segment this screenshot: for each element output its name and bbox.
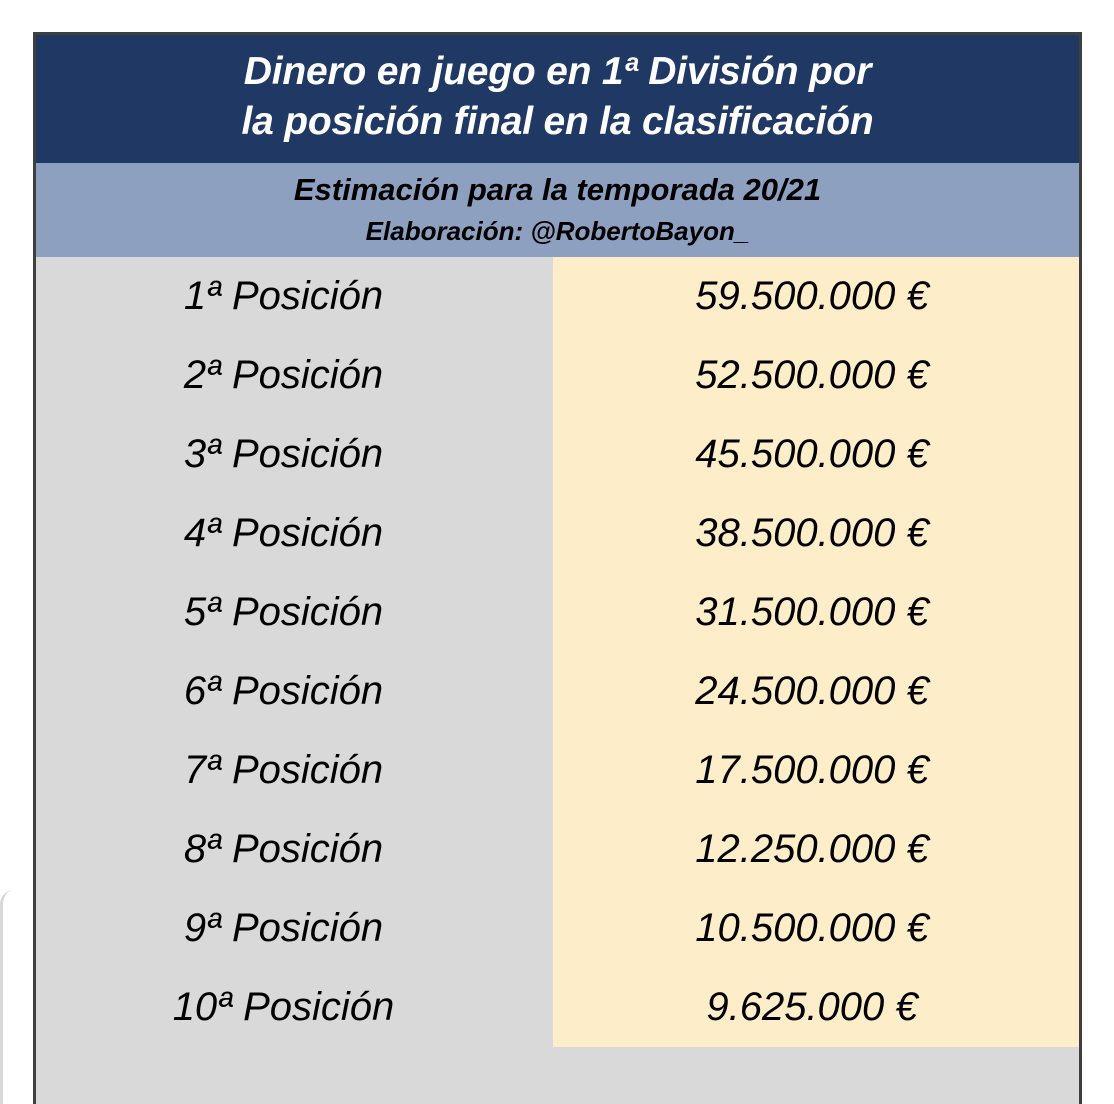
table-credit-block	[36, 216, 1079, 257]
page-edge-artifact	[0, 890, 14, 1104]
table-subtitle-block	[36, 163, 1079, 216]
table-row	[36, 889, 1079, 968]
amount-cell: 59.500.000 €	[553, 257, 1079, 336]
position-cell: 3ª Posición	[36, 415, 553, 494]
table-row	[36, 257, 1079, 336]
amount-cell: 9.625.000 €	[553, 968, 1079, 1047]
position-cell: 2ª Posición	[36, 336, 553, 415]
amount-cell: 45.500.000 €	[553, 415, 1079, 494]
title-line-1: Dinero en juego en 1ª División por	[243, 50, 872, 93]
amount-cell: 52.500.000 €	[553, 336, 1079, 415]
amount-cell: 31.500.000 €	[553, 573, 1079, 652]
table-row	[36, 652, 1079, 731]
position-cell: 9ª Posición	[36, 889, 553, 968]
credit-text: Elaboración: @RobertoBayon_	[365, 215, 750, 246]
prize-money-table	[33, 32, 1082, 1104]
table-row	[36, 731, 1079, 810]
subtitle-text: Estimación para la temporada 20/21	[293, 171, 822, 207]
position-cell: 6ª Posición	[36, 652, 553, 731]
table-row	[36, 810, 1079, 889]
table-row	[36, 415, 1079, 494]
amount-cell: 17.500.000 €	[553, 731, 1079, 810]
table-row	[36, 336, 1079, 415]
title-line-2: la posición final en la clasificación	[241, 99, 874, 143]
position-cell: 8ª Posición	[36, 810, 553, 889]
table-title-block	[36, 35, 1079, 163]
table-row	[36, 494, 1079, 573]
table-body	[36, 257, 1079, 1047]
amount-cell: 24.500.000 €	[553, 652, 1079, 731]
position-cell: 10ª Posición	[36, 968, 553, 1047]
amount-cell: 12.250.000 €	[553, 810, 1079, 889]
amount-cell: 10.500.000 €	[553, 889, 1079, 968]
amount-cell: 38.500.000 €	[553, 494, 1079, 573]
table-row	[36, 573, 1079, 652]
position-cell: 1ª Posición	[36, 257, 553, 336]
position-cell: 5ª Posición	[36, 573, 553, 652]
position-cell: 4ª Posición	[36, 494, 553, 573]
table-row	[36, 968, 1079, 1047]
position-cell: 7ª Posición	[36, 731, 553, 810]
